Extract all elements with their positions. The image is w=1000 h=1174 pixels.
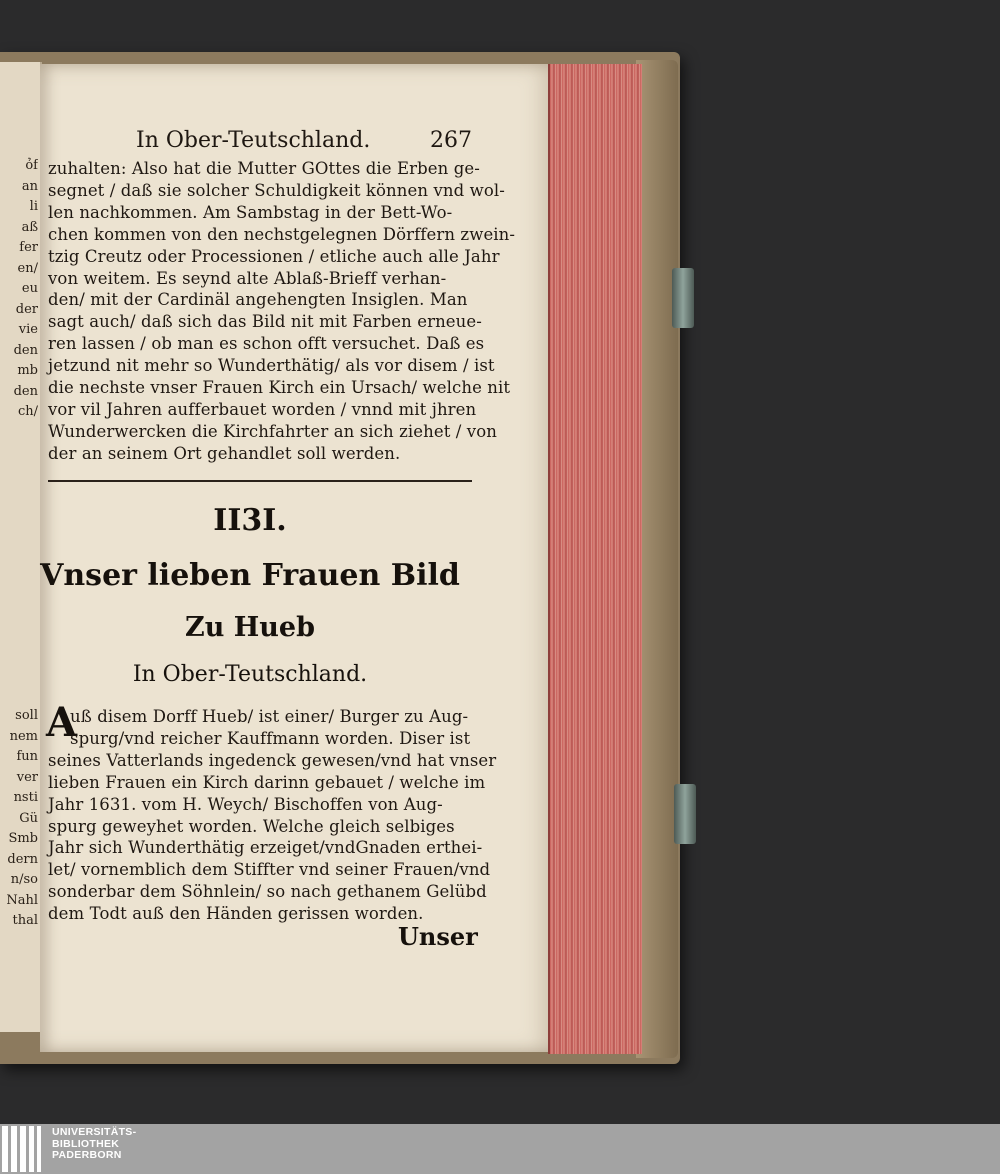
left-page-fragment: eu	[21, 281, 38, 296]
running-head-title: In Ober-Teutschland.	[136, 128, 371, 153]
section-subtitle-place: Zu Hueb	[185, 612, 315, 643]
left-page-fragments-top	[0, 156, 38, 423]
text-line: von weitem. Es seynd alte Ablaß-Brieff verhan-	[48, 268, 447, 288]
left-page-fragment: der	[15, 301, 38, 317]
left-page-fragment: mb	[17, 363, 38, 378]
section-rule	[48, 480, 472, 482]
left-page-fragment: soll	[15, 708, 38, 723]
text-line: die nechste vnser Frauen Kirch ein Ursach/ welche nit	[48, 378, 511, 398]
text-line: der an seinem Ort gehandlet soll werden.	[48, 443, 401, 463]
left-page-fragment: en/	[17, 260, 38, 276]
text-line: chen kommen von den nechstgelegnen Dörffern zwein-	[48, 224, 516, 244]
text-line: seines Vatterlands ingedenck gewesen/vnd hat vnser	[48, 750, 497, 770]
left-page-fragment: den	[13, 383, 38, 399]
text-line: let/ vornemblich dem Stiffter vnd seiner Frauen/vnd	[48, 860, 491, 880]
left-page-fragment: thal	[12, 913, 38, 928]
text-line: spurg geweyhet worden. Welche gleich selbiges	[48, 816, 455, 836]
section-number: II3I.	[213, 503, 287, 538]
left-page-fragment: Gü	[19, 810, 38, 826]
left-page-fragment: dern	[7, 851, 38, 867]
left-page-fragment: an	[21, 178, 38, 194]
left-page-fragment: ỏf	[25, 158, 38, 173]
text-line: vor vil Jahren aufferbauet worden / vnnd mit jhren	[48, 399, 477, 419]
text-line: Jahr sich Wunderthätig erzeiget/vndGnaden erthei-	[48, 838, 483, 858]
text-line: uß disem Dorff Hueb/ ist einer/ Burger zu Aug-	[70, 707, 469, 726]
left-page-fragment: aß	[21, 219, 38, 235]
text-line: lieben Frauen ein Kirch darinn gebauet / welche im	[48, 772, 486, 792]
left-page-fragment: fer	[19, 240, 38, 255]
left-page-fragment: ver	[16, 769, 38, 785]
drop-cap: A	[46, 699, 78, 746]
text-line: Jahr 1631. vom H. Weych/ Bischoffen von Aug-	[48, 794, 443, 814]
page-number: 267	[430, 128, 472, 153]
left-page-fragment: den	[13, 342, 38, 358]
text-line: zuhalten: Also hat die Mutter GOttes die Erben ge-	[48, 159, 480, 178]
left-page-fragment: n/so	[10, 872, 38, 887]
text-line: Wunderwercken die Kirchfahrter an sich ziehet / von	[48, 421, 497, 441]
library-name-line1: UNIVERSITÄTS-	[52, 1126, 137, 1138]
text-line: ren lassen / ob man es schon offt versuchet. Daß es	[48, 334, 485, 354]
library-name-line3: PADERBORN	[52, 1149, 122, 1161]
left-page-fragments-bottom	[0, 706, 38, 932]
left-page-fragment: li	[29, 199, 38, 214]
library-logo-icon	[2, 1126, 46, 1172]
left-page-fragment: vie	[18, 322, 38, 337]
library-name	[52, 1127, 136, 1162]
section-title: Vnser lieben Frauen Bild	[40, 558, 460, 593]
left-page-fragment: Nahl	[6, 892, 38, 908]
cover-edge	[636, 60, 678, 1058]
text-line: den/ mit der Cardinäl angehengten Insiglen. Man	[48, 290, 468, 310]
red-page-edges	[548, 64, 642, 1054]
body-text-top	[48, 158, 515, 465]
text-line: len nachkommen. Am Sambstag in der Bett-Wo-	[48, 202, 453, 222]
left-page-fragment: nem	[9, 728, 38, 744]
section-subtitle-region: In Ober-Teutschland.	[132, 662, 368, 687]
catchword: Unser	[398, 922, 478, 951]
text-line: jetzund nit mehr so Wunderthätig/ als vor disem / ist	[48, 356, 495, 376]
text-line: sonderbar dem Söhnlein/ so nach gethanem Gelübd	[48, 882, 487, 902]
text-line: tzig Creutz oder Processionen / etliche auch alle Jahr	[48, 246, 500, 266]
left-page-fragment: Smb	[8, 831, 38, 846]
left-page-fragment: ch/	[17, 404, 38, 419]
library-name-line2: BIBLIOTHEK	[52, 1137, 120, 1150]
lower-clasp	[674, 784, 696, 844]
text-line: dem Todt auß den Händen gerissen worden.	[48, 904, 424, 924]
body-text-bottom	[48, 706, 496, 925]
text-line: spurg/vnd reicher Kauffmann worden. Diser ist	[70, 728, 471, 748]
left-page-fragment: fun	[16, 749, 38, 764]
left-page-fragment: nsti	[13, 790, 38, 805]
text-line: sagt auch/ daß sich das Bild nit mit Farben erneue-	[48, 312, 482, 332]
upper-clasp	[672, 268, 694, 328]
library-footer	[0, 1124, 1000, 1174]
text-line: segnet / daß sie solcher Schuldigkeit können vnd wol-	[48, 180, 505, 200]
